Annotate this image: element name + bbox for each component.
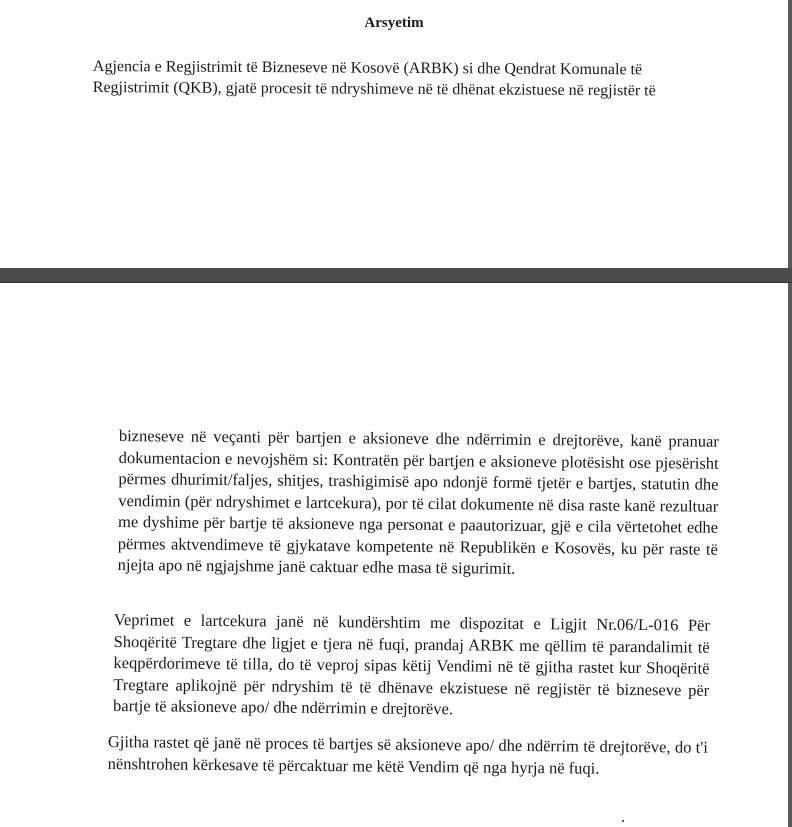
body-paragraph-3: Gjitha rastet që janë në proces të bartjes së aksioneve apo/ dhe ndërrim të drejtorëve, do t'i nënshtrohen kërkesave të përcaktuar me këtë Vendim që nga hyrja në fuqi. bbox=[107, 731, 708, 778]
scan-speck bbox=[622, 820, 624, 822]
body-paragraph-1: bizneseve në veçanti për bartjen e aksioneve dhe ndërrimin e drejtorëve, kanë pranuar dokumentacion e nevojshëm si: Kontratën për bartjen e aksioneve plotësisht ose pjesërisht përmes dhurimit/faljes, shitjes, trashigimisë apo ndonjë formë tjetër e bartjes, statutin dhe vendimin (për ndryshimet e lartcekura), por të cilat dokumente në disa raste kanë rezultuar me dyshime për bartje të aksioneve nga personat e paautorizuar, gjë e cila vërtetohet edhe përmes aktvendimeve të gjykatave kompetente në Republikën e Kosovës, ku për raste të njejta apo në ngjajshme janë caktuar edhe masa të sigurimit. bbox=[117, 425, 719, 578]
page-top bbox=[0, 0, 792, 268]
document-title: Arsyetim bbox=[364, 15, 424, 31]
page-separator bbox=[0, 268, 792, 283]
body-paragraph-2: Veprimet e lartcekura janë në kundërshtim me dispozitat e Ligjit Nr.06/L-016 Për Shoqëritë Tregtare dhe ligjet e tjera në fuqi, prandaj ARBK me qëllim të parandalimit të keqpërdorimeve të tilla, do të veproj sipas këtij Vendimi në të gjitha rastet kur Shoqëritë Tregtare aplikojnë për ndryshim të të dhënave ekzistuese në regjistër të bizneseve për bartje të aksioneve apo/ dhe ndërrimin e drejtorëve. bbox=[112, 609, 710, 719]
intro-paragraph: Agjencia e Regjistrimit të Bizneseve në Kosovë (ARBK) si dhe Qendrat Komunale të Regjistrimit (QKB), gjatë procesit të ndryshimeve në të dhënat ekzistuese në regjistër të bbox=[92, 57, 656, 100]
